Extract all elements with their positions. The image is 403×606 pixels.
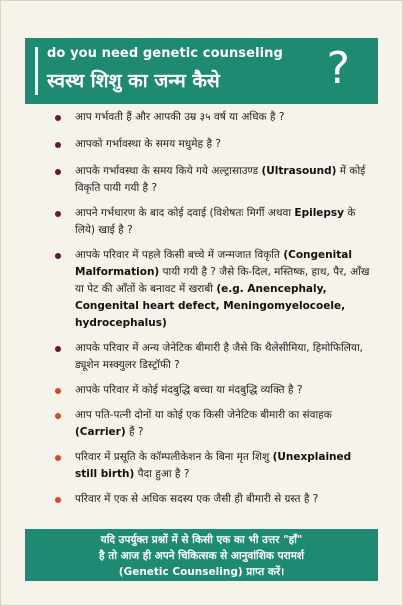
question-text-rest: हैं ? bbox=[125, 426, 144, 438]
question-english-term: (Carrier) bbox=[75, 426, 126, 438]
question-text-rest: में कोई विकृति पायी गयी है ? bbox=[75, 165, 366, 194]
question-english-examples: (e.g. Anencephaly, Congenital heart defect, Meningomyelocoele, hydrocephalus) bbox=[75, 283, 346, 329]
question-text: आपके परिवार में कोई मंदबुद्धि बच्चा या मंदबुद्धि व्यक्ति है ? bbox=[75, 384, 303, 396]
bullet-icon bbox=[55, 142, 61, 148]
question-item bbox=[53, 247, 373, 332]
question-item bbox=[53, 163, 373, 197]
question-text-rest: पैदा हुआ है ? bbox=[134, 468, 190, 480]
header-divider bbox=[35, 47, 38, 95]
question-text: आपके गर्भावस्था के समय किये गये अल्ट्रासाउण्ड bbox=[75, 165, 259, 177]
question-text: आपको गर्भावस्था के समय मधुमेह है ? bbox=[75, 138, 221, 150]
bullet-icon bbox=[55, 455, 61, 461]
bullet-icon bbox=[55, 413, 61, 419]
question-text: आप पति-पत्नी दोनों या कोई एक किसी जेनेटिक बीमारी का संवाहक bbox=[75, 409, 332, 421]
question-item bbox=[53, 407, 373, 441]
question-item bbox=[53, 109, 373, 126]
question-english-term: (Congenital Malformation) bbox=[75, 249, 352, 278]
question-text: परिवार में एक से अधिक सदस्य एक जैसी ही बीमारी से ग्रस्त है ? bbox=[75, 493, 319, 505]
question-item bbox=[53, 449, 373, 483]
bullet-icon bbox=[55, 211, 61, 217]
footer-line: (Genetic Counseling) प्राप्त करें। bbox=[118, 566, 285, 578]
question-english-term: (Unexplained still birth) bbox=[75, 451, 352, 480]
footer-banner bbox=[25, 529, 378, 581]
question-list bbox=[53, 109, 373, 508]
question-item bbox=[53, 491, 373, 508]
question-text: परिवार में प्रसूति के कॉम्पलीकेशन के बिना मृत शिशु bbox=[75, 451, 270, 463]
bullet-icon bbox=[55, 346, 61, 352]
header-banner bbox=[25, 38, 378, 104]
bullet-icon bbox=[55, 497, 61, 503]
footer-line: है तो आज ही अपने चिकित्सक से आनुवांशिक परामर्श bbox=[98, 550, 305, 562]
question-text: आप गर्भवती हैं और आपकी उम्र ३५ वर्ष या अधिक है ? bbox=[75, 111, 285, 123]
bullet-icon bbox=[55, 169, 61, 175]
bullet-icon bbox=[55, 115, 61, 121]
footer-line: यदि उपर्युक्त प्रश्नों में से किसी एक का भी उत्तर "हाँ" bbox=[100, 534, 303, 546]
header-hindi-title: स्वस्थ शिशु का जन्म कैसे bbox=[47, 70, 220, 92]
question-text-rest: के लिये) खाई है ? bbox=[75, 207, 356, 236]
question-item bbox=[53, 340, 373, 374]
question-english-term: Epilepsy bbox=[294, 207, 345, 219]
question-item bbox=[53, 205, 373, 239]
header-english-title: do you need genetic counseling bbox=[47, 46, 283, 61]
question-text: आपके परिवार में अन्य जेनेटिक बीमारी है जैसे कि थैलेसीमिया, हिमोफिलिया, ड्यूशेन मस्क्युलर डिस्ट्रॉफी ? bbox=[75, 342, 364, 371]
question-item bbox=[53, 136, 373, 153]
question-mark-icon: ? bbox=[326, 43, 350, 94]
question-text-rest: पायी गयी है ? जैसे कि-दिल, मस्तिष्क, हाथ, पैर, आँख या पेट की आँतों के बनावट में खराबी bbox=[75, 266, 370, 295]
bullet-icon bbox=[55, 388, 61, 394]
question-english-term: (Ultrasound) bbox=[261, 165, 337, 177]
bullet-icon bbox=[55, 253, 61, 259]
question-text: आपने गर्भधारण के बाद कोई दवाई (विशेषतः मिर्गी अथवा bbox=[75, 207, 292, 219]
question-text: आपके परिवार में पहले किसी बच्चे में जन्मजात विकृति bbox=[75, 249, 280, 261]
question-item bbox=[53, 382, 373, 399]
